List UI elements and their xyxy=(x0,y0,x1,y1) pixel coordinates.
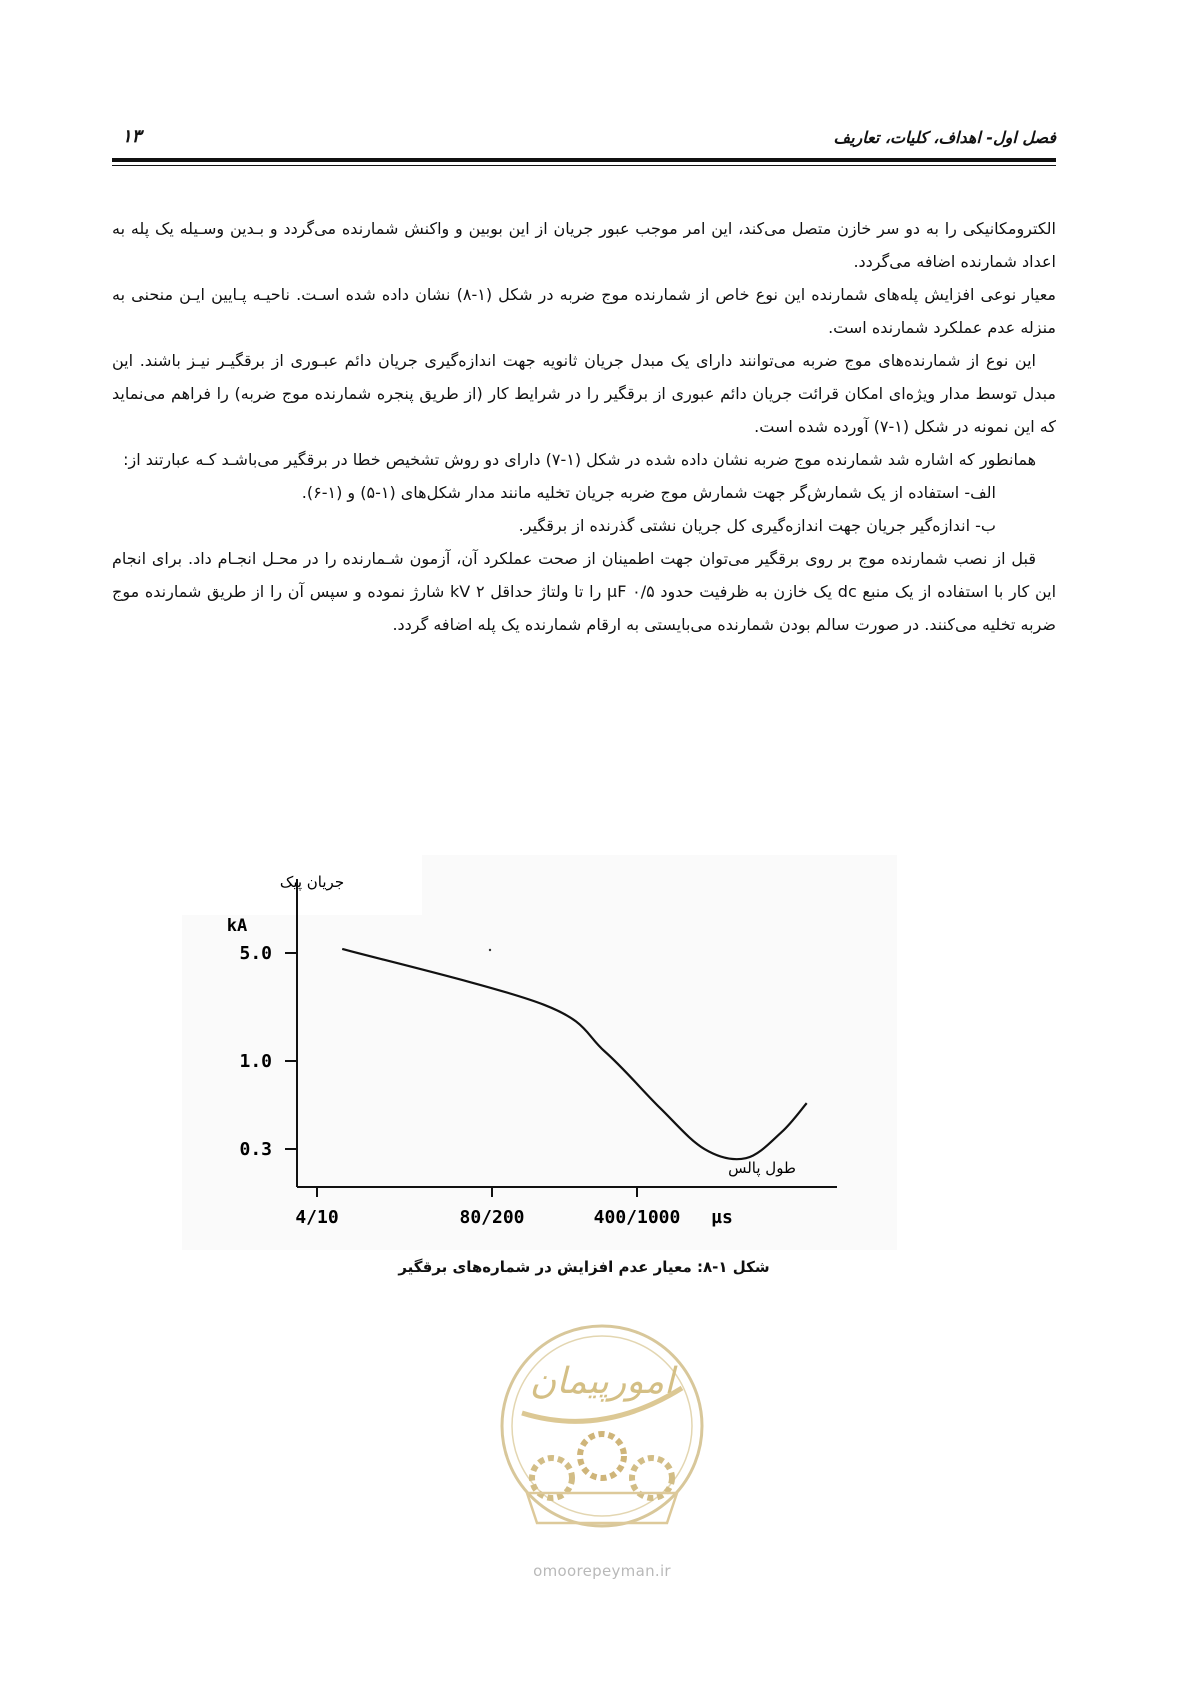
list-item: الف- استفاده از یک شمارش‌گر جهت شمارش موج ضربه جریان تخلیه مانند مدار شکل‌های (۱-۵) و (۱-۶). xyxy=(301,483,996,502)
figure-caption: شکل ۱-۸: معیار عدم افزایش در شماره‌های برقگیر xyxy=(398,1258,770,1276)
paragraph: این نوع از شمارنده‌های موج ضربه می‌توانند دارای یک مبدل جریان ثانویه جهت اندازه‌گیری جریان دائم عبـوری از برقگیـر نیـز باشند. این مبدل توسط مدار ویژه‌ای امکان قرائت جریان دائم عبوری از برقگیر را در شرایط کار (از طریق پنجره شمارنده موج ضربه) را فراهم می‌نماید که این نمونه در شکل (۱-۷) آورده شده است. xyxy=(112,351,1056,436)
logo-text: امورپیمان xyxy=(529,1361,675,1402)
stray-dot xyxy=(489,949,491,951)
pulse-chart xyxy=(182,855,897,1250)
watermark-logo xyxy=(492,1318,712,1558)
x-tick-label: 400/1000 xyxy=(593,1207,681,1228)
x-tick-label: 80/200 xyxy=(459,1207,525,1228)
list-item: ب- اندازه‌گیر جریان جهت اندازه‌گیری کل جریان نشتی گذرنده از برقگیر. xyxy=(518,516,996,535)
chapter-title: فصل اول- اهداف، کلیات، تعاریف xyxy=(833,128,1056,147)
x-axis-label: طول پالس xyxy=(728,1159,796,1177)
page-number: ۱۳ xyxy=(122,126,142,147)
paragraph: الکترومکانیکی را به دو سر خازن متصل می‌کند، این امر موجب عبور جریان از این بوبین و واکنش شمارنده می‌گردد و بـدین وسـیله یک پله به اعداد شمارنده اضافه می‌گردد. xyxy=(112,219,1056,271)
y-tick-label: 1.0 xyxy=(239,1051,272,1072)
curve-series xyxy=(342,949,807,1159)
x-ticks xyxy=(295,1187,733,1228)
x-axis-unit: µs xyxy=(711,1207,733,1228)
y-tick-label: 0.3 xyxy=(239,1139,272,1160)
page-header xyxy=(112,128,1056,152)
paragraph: معیار نوعی افزایش پله‌های شمارنده این نوع خاص از شمارنده موج ضربه در شکل (۱-۸) نشان داده شده اسـت. ناحیـه پـایین ایـن منحنی به منزله عدم عملکرد شمارنده است. xyxy=(112,285,1056,337)
body-text xyxy=(112,212,1056,641)
y-tick-label: 5.0 xyxy=(239,943,272,964)
y-ticks xyxy=(239,943,297,1160)
watermark-site: omoorepeyman.ir xyxy=(533,1562,671,1580)
figure xyxy=(182,855,897,1250)
header-rule-thick xyxy=(112,158,1056,162)
paragraph: قبل از نصب شمارنده موج بر روی برقگیر می‌توان جهت اطمینان از صحت عملکرد آن، آزمون شـمارنده را در محـل انجـام داد. برای انجام این کار با استفاده از یک منبع dc یک خازن به ظرفیت حدود ۰/۵ µF را تا ولتاژ حداقل ۲ kV شارژ نموده و سپس آن را از طریق شمارنده موج ضربه تخلیه می‌کنند. در صورت سالم بودن شمارنده می‌بایستی به ارقام شمارنده یک پله اضافه گردد. xyxy=(112,549,1057,634)
paragraph: همانطور که اشاره شد شمارنده موج ضربه نشان داده شده در شکل (۱-۷) دارای دو روش تشخیص خطا در برقگیر می‌باشـد کـه عبارتند از: xyxy=(123,450,1036,469)
gear-icon xyxy=(580,1434,624,1478)
y-axis-label: جریان پیک xyxy=(279,873,345,891)
header-rule-thin xyxy=(112,165,1056,166)
logo-ring xyxy=(502,1326,702,1526)
y-axis-unit: kA xyxy=(226,916,248,936)
x-tick-label: 4/10 xyxy=(295,1207,339,1228)
